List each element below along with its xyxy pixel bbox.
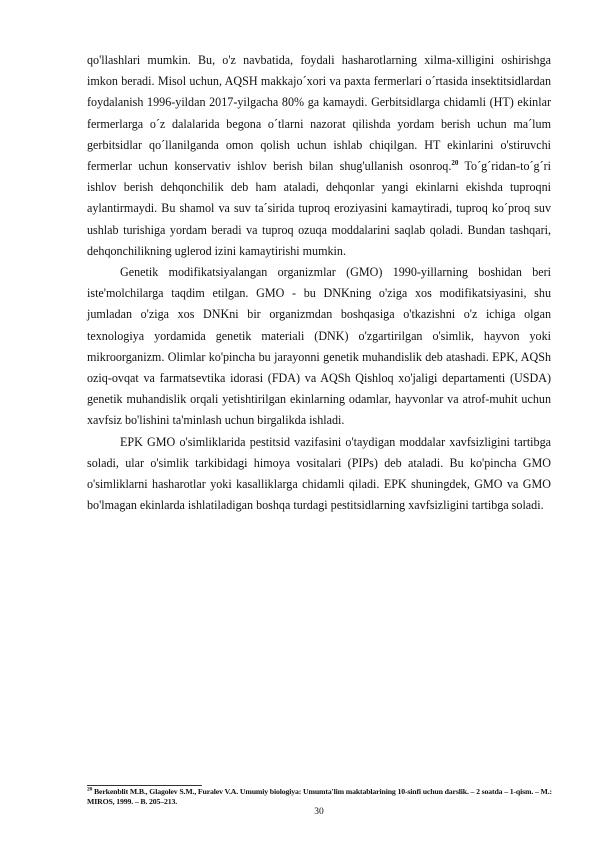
page-number: 30 (314, 807, 324, 817)
paragraph-1-part-1: qo'llashlari mumkin. Bu, o'z navbatida, foydali hasharotlarning xilma-xilligini oshirishga imkon beradi. Misol uchun, AQSH makkajo´xori va paxta fermerlari o´rtasida insektitsidlardan foydalanish 1996-yildan 2017-yilgacha 80% ga kamaydi. Gerbitsidlarga chidamli (HT) ekinlar fermerlarga o´z dalalarida begona o´tlarni nazorat qilishda yordam berish uchun ma´lum gerbitsidlar qo´llanilganda omon qolish uchun ishlab chiqilgan. HT ekinlarini o'stiruvchi fermerlar uchun konservativ ishlov berish bilan shug'ullanish osonroq. (87, 53, 551, 174)
footnote-reference: 20 (451, 158, 459, 167)
paragraph-2: Genetik modifikatsiyalangan organizmlar (GMO) 1990-yillarning boshidan beri iste'molchilarga taqdim etilgan. GMO - bu DNKning o'ziga xos modifikatsiyasini, shu jumladan o'ziga xos DNKni bir organizmdan boshqasiga o'tkazishni o'z ichiga olgan texnologiya yordamida genetik materiali (DNK) o'zgartirilgan o'simlik, hayvon yoki mikroorganizm. Olimlar ko'pincha bu jarayonni genetik muhandislik deb atashadi. EPK, AQSh oziq-ovqat va farmatsevtika idorasi (FDA) va AQSh Qishloq xo'jaligi departamenti (USDA) genetik muhandislik orqali yetishtirilgan ekinlarning odamlar, hayvonlar va atrof-muhit uchun xavfsiz bo'lishini ta'minlash uchun birgalikda ishladi. (87, 265, 551, 428)
footnote-text: Berkenblit M.B., Glagolev S.M., Furalev V.A. Umumiy biologiya: Umumta'lim maktablarining 10-sinfi uchun darslik. – 2 soatda – 1-qism. – M.: MIROS, 1999. – B. 205–213. (87, 787, 552, 806)
paragraph-1-part-2: To´g´ridan-to´g´ri ishlov berish dehqonchilik deb ham ataladi, dehqonlar yangi ekinlarni ekishda tuproqni aylantirmaydi. Bu shamol va suv ta´sirida tuproq eroziyasini kamaytiradi, tuproq ko´proq suv ushlab turishiga yordam beradi va tuproq ozuqa moddalarini saqlab qoladi. Bundan tashqari, dehqonchilikning uglerod izini kamaytirishi mumkin. (87, 159, 551, 258)
body-text (87, 50, 551, 516)
footnote-number: 20 (87, 786, 93, 793)
footnote-divider (87, 785, 202, 786)
paragraph-1 (87, 50, 551, 262)
footnote (87, 787, 557, 807)
paragraph-3: EPK GMO o'simliklarida pestitsid vazifasini o'taydigan moddalar xavfsizligini tartibga soladi, ular o'simlik tarkibidagi himoya vositalari (PIPs) deb ataladi. Bu ko'pincha GMO o'simliklarni hasharotlar yoki kasalliklarga chidamli qiladi. EPK shuningdek, GMO va GMO bo'lmagan ekinlarda ishlatiladigan boshqa turdagi pestitsidlarning xavfsizligini tartibga soladi. (87, 434, 551, 513)
